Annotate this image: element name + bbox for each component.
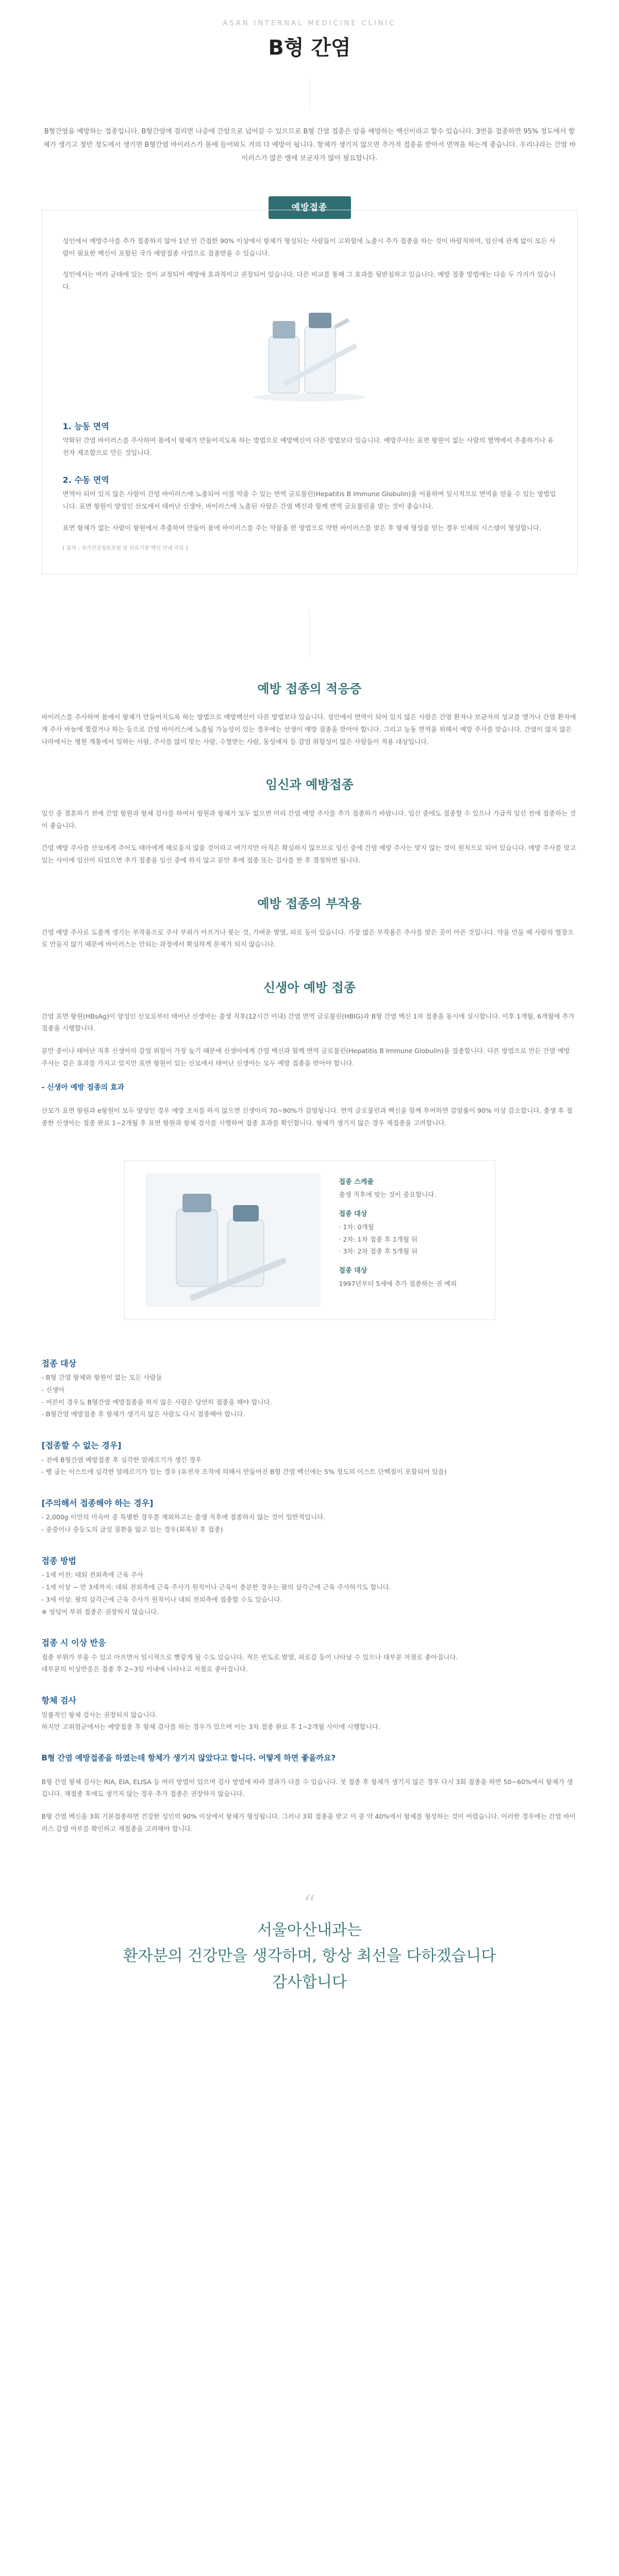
antibody-test-heading: 항체 검사 xyxy=(41,1696,76,1706)
vaccine-bottle-image xyxy=(145,1173,321,1307)
faq-answer: B형 간염 항체 검사는 RIA, EIA, ELISA 등 여러 방법이 있으며 검사 방법에 따라 결과가 다를 수 있습니다. 첫 접종 후 항체가 생기지 않은 경우 다시 3회 접종을 하면 50~60%에서 항체가 생깁니다. 재접종 후에도 생기지 않는 경우 추가 접종은 권장하지 않습니다. xyxy=(41,1777,573,1798)
intro-text: B형간염을 예방하는 접종입니다. B형간염에 걸리면 나중에 간암으로 넘어갈 수 있으므로 B형 간염 접종은 암을 예방하는 백신이라고 할수 있습니다. 3번을 접종하면 95% 정도에서 항체가 생기고 절반 정도에서 생기면 B형간염 바이러스가 몸에 들어와도 거의 다 예방이 됩니다. 항체가 생기지 않으면 추가적 접종을 받아서 면역을 하는게 좋습니다. 우리나라는 간염 바이러스가 많은 병에 보균자가 많아 필요합니다. xyxy=(43,127,576,162)
schedule-label: 접종 스케줄 xyxy=(339,1178,374,1186)
schedule-target-label: 접종 대상 xyxy=(339,1210,367,1218)
list-item: - B형 간염 항체와 항원이 없는 모든 사람들 xyxy=(41,1374,162,1382)
section-divider xyxy=(309,611,310,657)
list-item: 하지만 고위험군에서는 예방접종 후 항체 검사를 하는 경우가 있으며 이는 3차 접종 완료 후 1~2개월 사이에 시행합니다. xyxy=(41,1723,380,1731)
newborn-effect-heading: - 신생아 예방 접종의 효과 xyxy=(41,1083,125,1092)
pregnancy-heading: 임신과 예방접종 xyxy=(265,777,354,792)
closing-line: 서울아산내과는 xyxy=(257,1921,362,1939)
method-heading: 접종 방법 xyxy=(41,1555,76,1566)
target-heading: 접종 대상 xyxy=(41,1358,76,1368)
list-item: ※ 엉덩이 부위 접종은 권장하지 않습니다. xyxy=(41,1607,159,1616)
prevention-paragraph: 성인에서는 여러 군데에 있는 것이 교정되어 예방에 효과적이고 권장되어 있습니다. 다른 비교를 통해 그 효과를 뒷받침하고 있습니다. 예방 접종 방법에는 다음 두 가지가 있습니다. xyxy=(62,270,556,291)
list-item: 접종 부위가 부을 수 있고 아프면서 일시적으로 빨갛게 될 수도 있습니다. 적은 빈도로 발열, 피로감 등이 나타날 수 있으나 대부분 저절로 좋아집니다. xyxy=(41,1653,458,1661)
quote-icon: “ xyxy=(303,1889,316,1919)
side-effects-text: 간염 예방 주사로 도출게 생기는 부작용으로 주사 부위가 아프거나 붓는 것, 가벼운 발열, 피로 등이 있습니다. 가장 많은 부작용은 주사를 맞은 곳이 아픈 것입니다. 약을 만들 때 사람의 혈장으로 만들지 않기 때문에 바이러스는 안되는 과정에서 확실하게 문제가 되지 않습니다. xyxy=(41,928,574,948)
active-immunity-heading: 1. 능동 면역 xyxy=(62,421,109,431)
suitability-heading: 예방 접종의 적응증 xyxy=(257,681,362,696)
schedule-text-2: 1997년부터 5세에 추가 접종하는 권 예외 xyxy=(339,1279,457,1287)
suitability-text: 바이러스를 주사하여 몸에서 항체가 만들어지도록 하는 방법으로 예방백신이 다른 방법보다 있습니다. 성인에서 면역이 되어 있지 않은 사람은 간염 환자나 보균자의 성교를 맺거나 간염 환자에게 주사 바늘에 찔렸거나 하는 등으로 간염 바이러스에 노출될 가능성이 있는 경우에는 선생이 예방 접종을 받아야 합니다. 그리고 능동 면역을 위해서 예방 주사를 맞습니다. 간염이 많지 않은 나라에서는 병원 계통에서 일하는 사람, 주사를 많이 맞는 사람, 수혈받는 사람, 동성애자 등 감염 위험성이 많은 사람들이 적용 대상입니다. xyxy=(41,713,576,745)
side-effects-heading: 예방 접종의 부작용 xyxy=(257,896,362,911)
page-title: B형 간염 xyxy=(268,36,351,60)
source-note: [ 출처 : 국가건강정보포털 및 의료기관 백신 안내 자료 ] xyxy=(62,545,188,551)
pregnancy-text-2: 간염 예방 주사를 산모에게 주어도 태아에게 해로울지 않을 것이라고 여기지만 아직은 확실하지 않으므로 임신 중에 간염 예방 주사는 맞지 않는 것이 원칙으로 되어 있습니다. 예방 주사를 맞고 있는 사이에 임신이 되었으면 추가 접종을 임신 중에 하지 않고 분만 후에 접종 또는 검사를 한 후 결정하면 됩니다. xyxy=(41,844,576,865)
closing-line: 감사합니다 xyxy=(272,1973,347,1991)
list-item: - 중증이나 중등도의 급성 질환을 앓고 있는 경우(회복된 후 접종) xyxy=(41,1526,223,1534)
list-item: - 빵 굽는 이스트에 심각한 알레르기가 있는 경우 (유전자 조작에 의해서 만들어진 B형 간염 백신에는 5% 정도의 이스트 단백질이 포함되어 있음) xyxy=(41,1468,447,1476)
prevention-badge: 예방접종 xyxy=(269,196,351,219)
closing-message xyxy=(42,1889,578,1995)
schedule-item: · 2차: 1차 접종 후 1개월 뒤 xyxy=(339,1235,417,1243)
schedule-details xyxy=(339,1173,457,1307)
list-item: - 3세 이상: 팔의 삼각근에 근육 주사가 원칙이나 대퇴 전외측에 접종할 수도 있습니다. xyxy=(41,1595,282,1603)
schedule-card xyxy=(124,1160,495,1320)
closing-line: 환자분의 건강만을 생각하며, 항상 최선을 다하겠습니다 xyxy=(123,1947,496,1965)
schedule-text: 출생 직후에 맞는 것이 중요합니다. xyxy=(339,1191,437,1199)
schedule-item: · 1차: 0개월 xyxy=(339,1223,374,1231)
list-item: - 신생아 xyxy=(41,1385,65,1394)
passive-immunity-text: 면역이 되어 있지 않은 사람이 간염 바이러스에 노출되어 이를 막을 수 있는 면역 글로불린(Hepatitis B Immune Globulin)을 이용하여 일시적으로 면역을 얻을 수 있는 방법입니다. 표면 항원이 양성인 산모에서 태어난 신생아, 바이러스에 노출된 사람은 간염 백신과 함께 면역 글로불린을 맞는 것이 좋습니다. xyxy=(62,490,556,511)
faq-question: B형 간염 예방접종을 하였는데 항체가 생기지 않았다고 합니다. 어떻게 하면 좋을까요? xyxy=(41,1753,336,1763)
prevention-box xyxy=(42,210,578,574)
prevention-paragraph: 성인에서 예방주사를 추가 접종하지 않아 1년 안 간접한 90% 이상에서 항체가 형성되는 사람들이 고위험에 노출시 추가 접종을 하는 것이 바람직하며, 임신에 관계 없이 모든 사람이 필요한 백신이 포함된 국가 예방접종 사업으로 접종받을 수 있습니다. xyxy=(62,236,556,257)
schedule-target-label-2: 접종 대상 xyxy=(339,1267,367,1275)
active-immunity-text: 약화된 간염 바이러스를 주사하여 몸에서 항체가 만들어지도록 하는 방법으로 예방백신이 다른 방법보다 있습니다. 예방주사는 표면 항원이 없는 사람의 혈액에서 추출하거나 유전자 재조합으로 만든 것입니다. xyxy=(62,436,554,457)
list-item: 일률적인 항체 검사는 권장되지 않습니다. xyxy=(41,1710,158,1719)
content xyxy=(42,125,578,1994)
caution-heading: [주의해서 접종해야 하는 경우] xyxy=(41,1498,154,1509)
pregnancy-text: 임신 중 결혼하기 전에 간염 항원과 항체 검사를 하여서 항원과 항체가 모두 없으면 미리 간염 예방 주사를 추가 접종하기 바랍니다. 임신 중에도 접종할 수 있으나 가급적 임신 전에 접종하는 것이 좋습니다. xyxy=(41,809,576,829)
contraindication-heading: [접종할 수 없는 경우] xyxy=(41,1440,122,1451)
list-item: - 어른이 경우도 B형간염 예방접종을 하지 않은 사람은 당연히 접종을 해야 합니다. xyxy=(41,1398,272,1406)
vaccine-vial-image xyxy=(248,306,372,403)
faq-answer-2: B형 간염 백신을 3회 기본접종하면 건강한 성인의 90% 이상에서 항체가 형성됩니다. 그러나 3회 접종을 받고 이 중 약 40%에서 항체를 형성하는 것이 어렵습니다. 이러한 경우에는 간염 바이러스 감염 여부를 확인하고 재접종을 고려해야 합니다. xyxy=(41,1812,576,1833)
list-item: - 1세 이상 ~ 만 3세까지: 대퇴 전외측에 근육 주사가 원칙이나 근육이 충분한 경우는 팔의 삼각근에 근육 주사하기도 합니다. xyxy=(41,1583,391,1591)
list-item: 대부분의 이상반응은 접종 후 2~3일 이내에 나타나고 저절로 좋아집니다. xyxy=(41,1665,248,1673)
adverse-reaction-heading: 접종 시 이상 반응 xyxy=(41,1638,106,1648)
newborn-heading: 신생아 예방 접종 xyxy=(263,980,356,995)
schedule-item: · 3차: 2차 접종 후 5개월 뒤 xyxy=(339,1247,417,1256)
newborn-effect-text: 산모가 표면 항원과 e항원이 모두 양성인 경우 예방 조치를 하지 않으면 신생아의 70~90%가 감염됩니다. 면역 글로불린과 백신을 함께 투여하면 감염률이 90% 이상 감소합니다. 출생 후 접종한 신생아는 접종 완료 1~2개월 후 표면 항원과 항체 검사를 시행하여 접종 효과를 확인합니다. 항체가 생기지 않은 경우 재접종을 고려합니다. xyxy=(41,1107,573,1127)
newborn-text-2: 분만 중이나 태어난 직후 신생아의 감염 위험이 가장 높기 때문에 신생아에게 간염 백신과 함께 면역 글로불린(Hepatitis B Immune Globulin)을 접종합니다. 다른 방법으로 만든 간염 예방 주사는 같은 효과를 가지고 있지만 표면 항원이 있는 산모에서 태어난 신생아는 모두 예방 접종을 받아야 합니다. xyxy=(41,1047,570,1067)
vaccination-details xyxy=(42,1356,578,1835)
list-item: - B형간염 예방접종 후 항체가 생기지 않은 사람도 다시 접종해야 합니다. xyxy=(41,1410,245,1418)
list-item: - 1세 이전: 대퇴 전외측에 근육 주사 xyxy=(41,1571,143,1579)
list-item: - 전에 B형간염 예방접종 후 심각한 알레르기가 생긴 경우 xyxy=(41,1455,202,1464)
newborn-text: 간염 표면 항원(HBsAg)이 양성인 산모로부터 태어난 신생아는 출생 직후(12시간 이내) 간염 면역 글로불린(HBIG)과 B형 간염 백신 1차 접종을 동시에 실시합니다. 이후 1개월, 6개월에 추가 접종을 시행합니다. xyxy=(41,1012,575,1032)
clinic-name: ASAN INTERNAL MEDICINE CLINIC xyxy=(223,20,396,27)
title-divider xyxy=(309,77,310,108)
list-item: - 2,000g 이만의 미숙아 중 특별한 경우를 제외하고는 출생 직후에 접종하지 않는 것이 일반적입니다. xyxy=(41,1513,326,1521)
passive-immunity-text-2: 표면 항체가 없는 사람이 항원에서 추출하여 만들어 몸에 바이러스를 주는 약물을 한 방법으로 약한 바이러스를 맞은 후 항체 형성을 얻는 경우 인체의 시스템이 형성합니다. xyxy=(62,523,542,532)
passive-immunity-heading: 2. 수동 면역 xyxy=(62,474,109,485)
